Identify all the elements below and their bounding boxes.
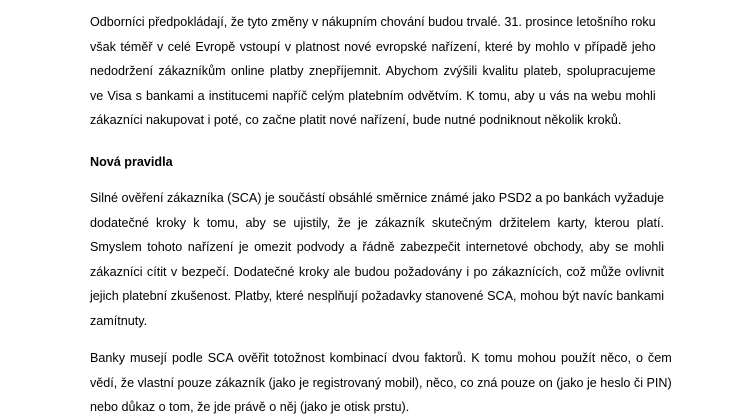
paragraph-intro: [90, 10, 656, 133]
paragraph-banks: [90, 346, 672, 420]
text-line: Silné ověření zákazníka (SCA) je součástí obsáhlé směrnice známé jako PSD2 a po bankách vyžaduje: [90, 191, 665, 205]
text-line: nebo důkaz o tom, že jde právě o něj (jako je otisk prstu).: [90, 400, 410, 415]
text-line: zamítnuty.: [90, 313, 148, 328]
section-heading: Nová pravidla: [90, 155, 173, 169]
paragraph-sca: [90, 186, 664, 334]
text-line: zákazníci nakupovat i poté, co začne platit nové nařízení, bude nutné podniknout několik kroků.: [90, 113, 622, 128]
text-line: však téměř v celé Evropě vstoupí v platnost nové evropské nařízení, které by mohlo v případě jeho: [90, 39, 656, 54]
text-line: Smyslem tohoto nařízení je omezit podvody a řádně zabezpečit internetové obchody, aby se mohli: [90, 240, 665, 255]
text-line: nedodržení zákazníkům online platby znepříjemnit. Abychom zvýšili kvalitu plateb, spolupracujeme: [90, 64, 656, 79]
text-line: zákazníci cítit v bezpečí. Dodatečné kroky ale budou požadovány i po zákaznících, což může ovlivnit: [90, 264, 665, 279]
text-line: Odborníci předpokládají, že tyto změny v nákupním chování budou trvalé. 31. prosince letošního roku: [90, 15, 656, 29]
text-line: Banky musejí podle SCA ověřit totožnost kombinací dvou faktorů. K tomu mohou použít něco, o čem: [90, 351, 672, 365]
text-line: ve Visa s bankami a institucemi napříč celým platebním odvětvím. K tomu, aby u vás na webu mohli: [90, 88, 656, 103]
text-line: jejich platební zkušenost. Platby, které nesplňují požadavky stanovené SCA, mohou být navíc bankami: [90, 289, 665, 304]
text-line: dodatečné kroky k tomu, aby se ujistily, že je zákazník skutečným držitelem karty, kterou platí.: [90, 215, 665, 230]
text-line: vědí, že vlastní pouze zákazník (jako je registrovaný mobil), něco, co zná pouze on (jako je heslo či PIN): [90, 375, 672, 390]
